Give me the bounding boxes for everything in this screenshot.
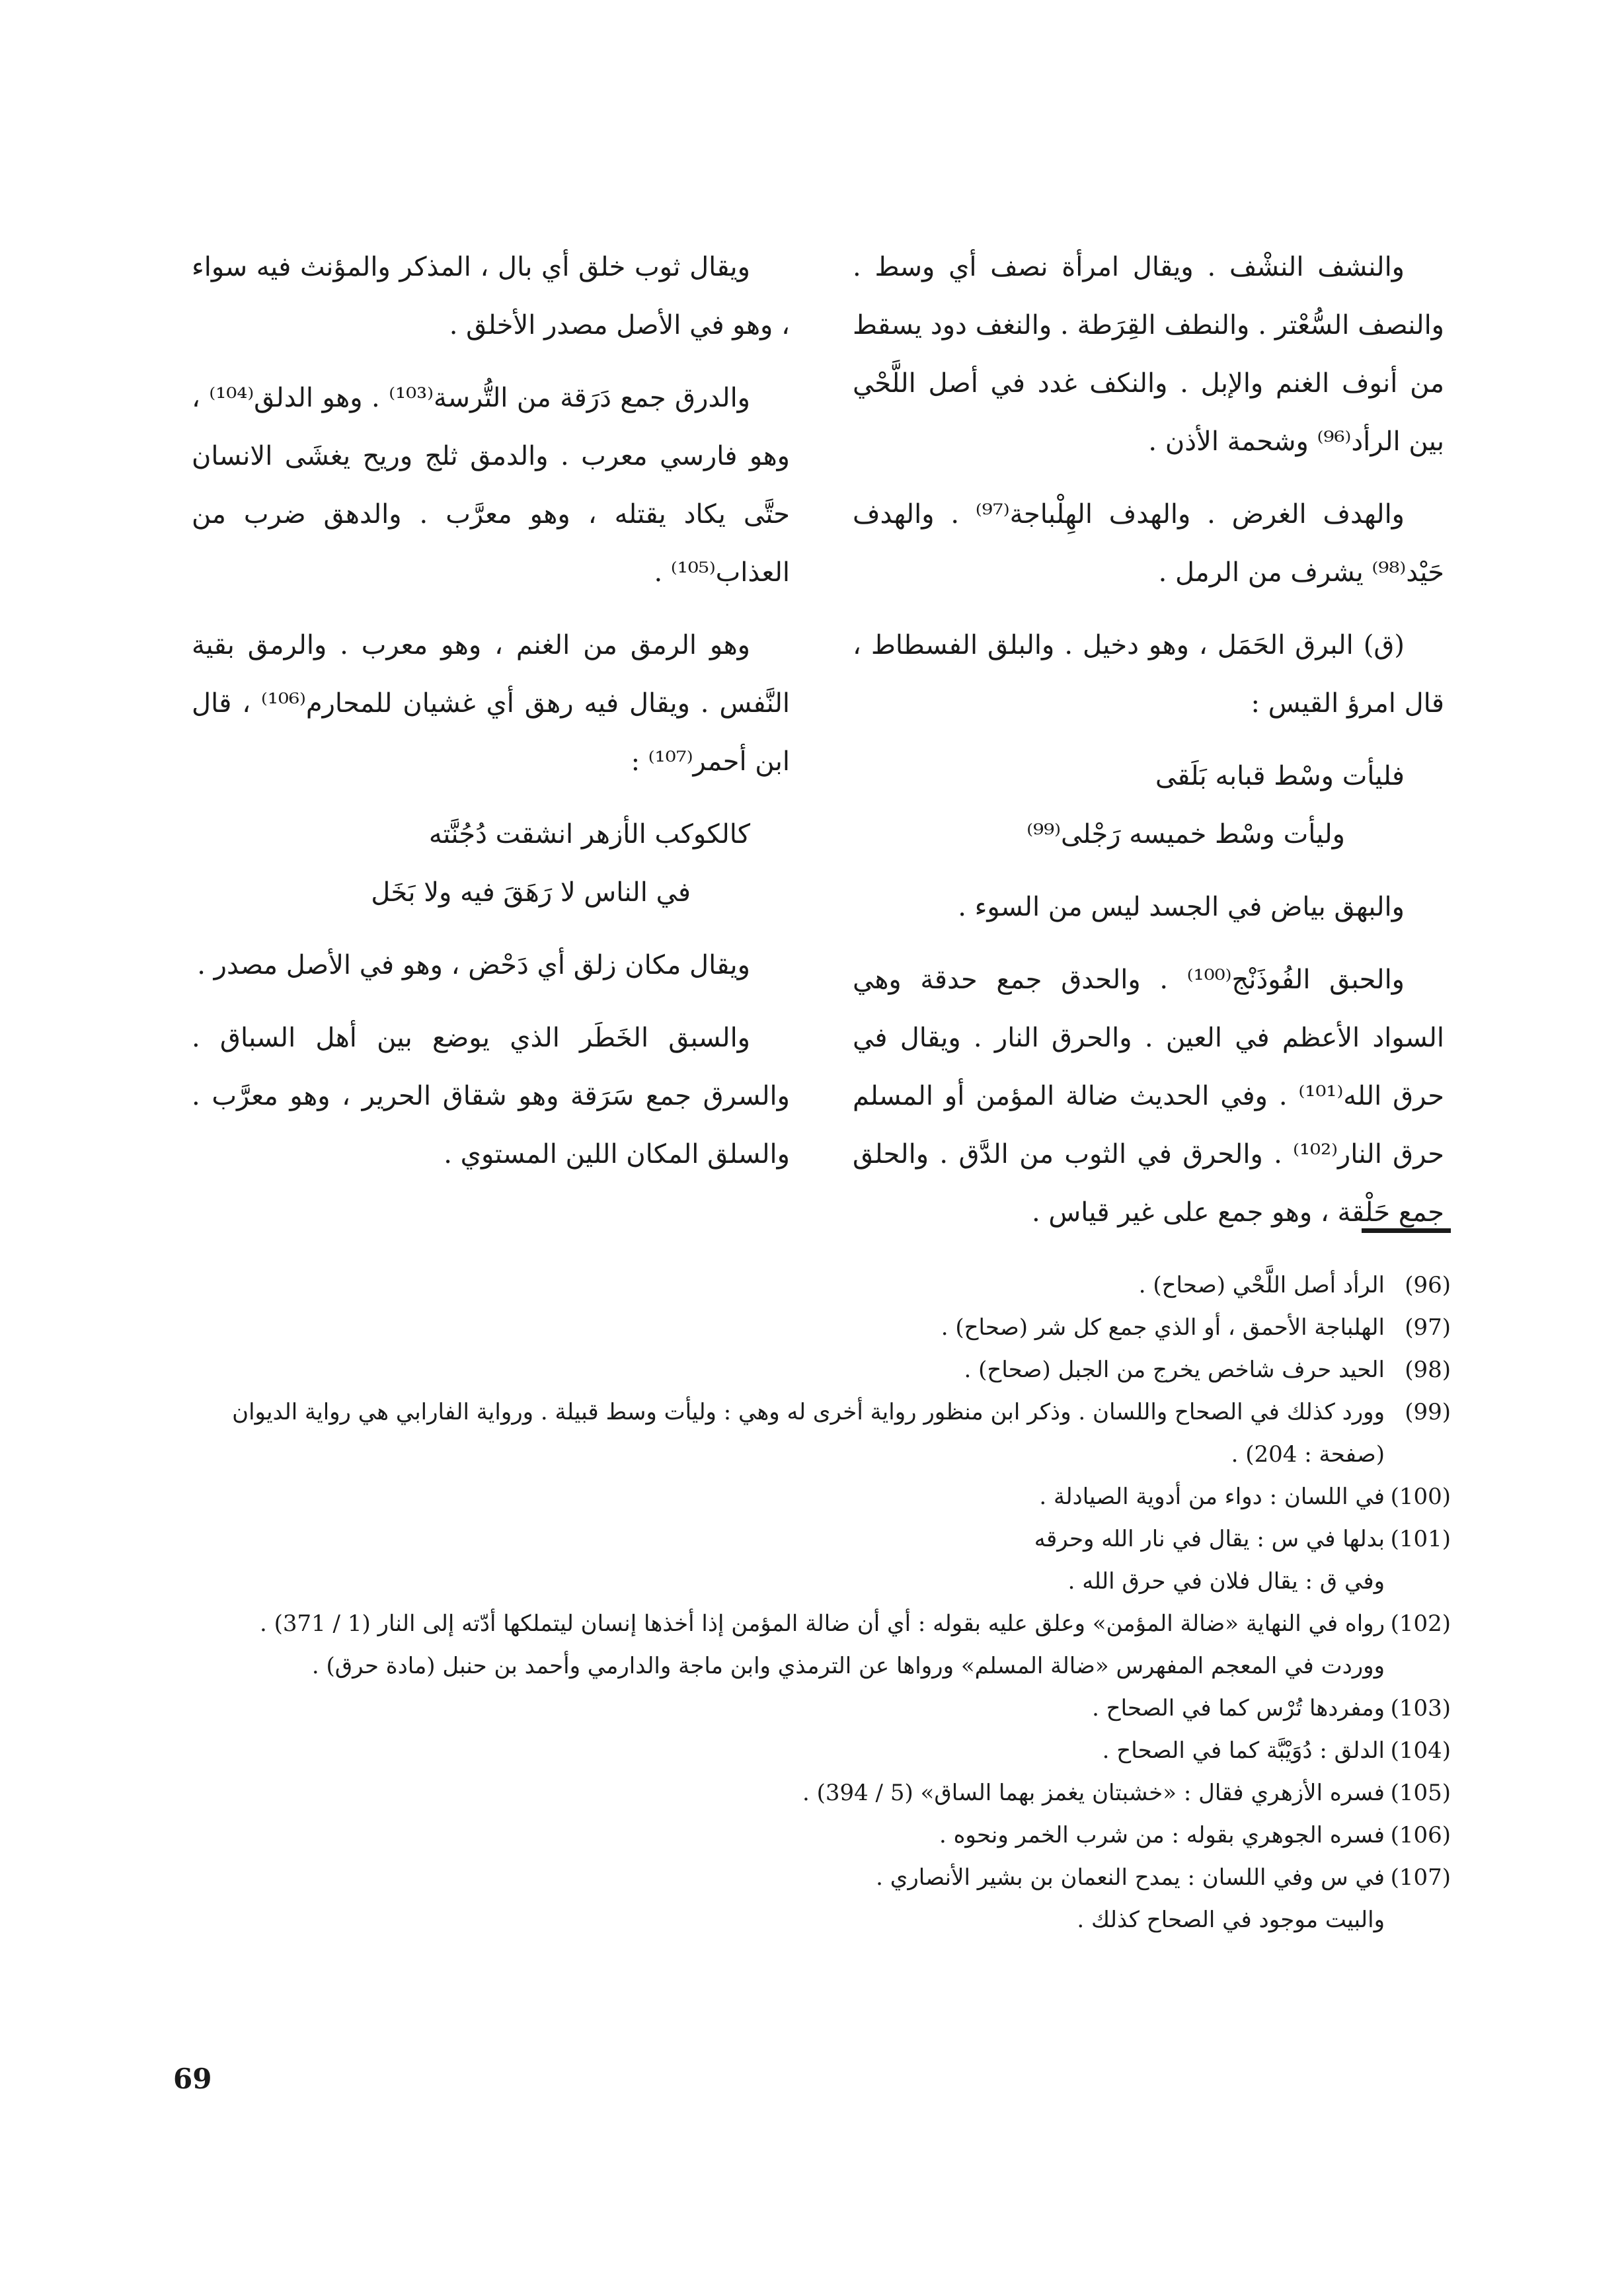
verse-first-hemistich: كالكوكب الأزهر انشقت دُجُنَّته <box>428 819 750 850</box>
verse-second-hemistich: في الناس لا رَهَقَ فيه ولا بَخَل <box>371 877 691 908</box>
verse-first-hemistich: فليأت وسْط قبابه بَلَقى <box>1155 761 1405 791</box>
footnote-continuation: والبيت موجود في الصحاح كذلك . <box>1077 1907 1385 1933</box>
footnote-continuation: ووردت في المعجم المفهرس «ضالة المسلم» ورواها عن الترمذي وابن ماجة والدارمي وأحمد بن حنبل (مادة حرق) . <box>311 1653 1385 1679</box>
footnote <box>192 1264 1451 1306</box>
footnotes <box>192 1264 1451 1941</box>
footnote <box>192 1518 1451 1560</box>
footnote-text: بدلها في س : يقال في نار الله وحرقه <box>1034 1526 1385 1552</box>
page-number: 69 <box>173 2063 212 2095</box>
footnote <box>192 1687 1451 1729</box>
footnote-number: (100) <box>1390 1484 1451 1510</box>
paragraph: ويقال ثوب خلق أي بال ، المذكر والمؤنث فيه سواء ، وهو في الأصل مصدر الأخلق . <box>192 252 790 340</box>
footnote-number: (106) <box>1390 1822 1451 1848</box>
footnote-number: (101) <box>1390 1526 1451 1552</box>
footnote-text: فسره الأزهري فقال : «خشبتان يغمز بهما الساق» (5 / 394) . <box>802 1780 1385 1806</box>
poem-verse <box>853 747 1444 863</box>
footnote-number: (105) <box>1390 1780 1451 1806</box>
left-column <box>192 238 790 1198</box>
paragraph: والهدف الغرض . والهدف الهِلْباجة⁽⁹⁷⁾ . والهدف حَيْد⁽⁹⁸⁾ يشرف من الرمل . <box>853 499 1444 588</box>
footnote-number: (107) <box>1390 1864 1451 1891</box>
paragraph: والحبق الفُوذَنْج⁽¹⁰⁰⁾ . والحدق جمع حدقة وهي السواد الأعظم في العين . والحرق النار . ويقال في حرق الله⁽¹⁰¹⁾ . وفي الحديث ضالة المؤمن أو المسلم حرق النار⁽¹⁰²⁾ . والحرق في الثوب من الدَّق . والحلق جمع حَلْقة ، وهو جمع على غير قياس . <box>853 965 1445 1228</box>
paragraph: ويقال مكان زلق أي دَحْض ، وهو في الأصل مصدر . <box>197 950 750 980</box>
poem-verse <box>192 805 790 922</box>
footnote-number: (98) <box>1405 1357 1451 1383</box>
footnote-text: الرأد أصل اللَّحْي (صحاح) . <box>1138 1272 1385 1298</box>
footnote-text: رواه في النهاية «ضالة المؤمن» وعلق عليه بقوله : أي أن ضالة المؤمن إذا أخذها إنسان ليتملكها أدّته إلى النار (1 / 371) . <box>259 1610 1385 1637</box>
footnote <box>192 1306 1451 1349</box>
footnote <box>192 1814 1451 1856</box>
footnote <box>192 1772 1451 1814</box>
footnote-continuation: وفي ق : يقال فلان في حرق الله . <box>1067 1568 1385 1595</box>
footnote-continuation: (صفحة : 204) . <box>1231 1441 1385 1468</box>
footnote <box>192 1349 1451 1391</box>
paragraph: والدرق جمع دَرَقة من التُّرسة⁽¹⁰³⁾ . وهو الدلق⁽¹⁰⁴⁾ ، وهو فارسي معرب . والدمق ثلج وريح يغشَى الانسان حتَّى يكاد يقتله ، وهو معرَّب . والدهق ضرب من العذاب⁽¹⁰⁵⁾ . <box>192 383 790 588</box>
verse-second-hemistich: وليأت وسْط خميسه رَجْلى⁽⁹⁹⁾ <box>1026 819 1345 850</box>
paragraph: وهو الرمق من الغنم ، وهو معرب . والرمق بقية النَّفس . ويقال فيه رهق أي غشيان للمحارم⁽¹⁰⁶⁾ ، قال ابن أحمر⁽¹⁰⁷⁾ : <box>192 630 790 777</box>
paragraph: (ق) البرق الحَمَل ، وهو دخيل . والبلق الفسطاط ، قال امرؤ القيس : <box>853 630 1444 719</box>
footnote-text: الدلق : دُوَيْبَّة كما في الصحاح . <box>1102 1737 1385 1764</box>
footnote-number: (96) <box>1405 1272 1451 1298</box>
footnote <box>192 1856 1451 1899</box>
paragraph: والنشف النشْف . ويقال امرأة نصف أي وسط . والنصف السُّعْتر . والنطف القِرَطة . والنغف دود يسقط من أنوف الغنم والإبل . والنكف غدد في أصل اللَّحْي بين الرأد⁽⁹⁶⁾ وشحمة الأذن . <box>853 252 1444 457</box>
footnote-text: ومفردها تُرْس كما في الصحاح . <box>1092 1695 1385 1722</box>
footnote-text: وورد كذلك في الصحاح واللسان . وذكر ابن منظور رواية أخرى له وهي : وليأت وسط قبيلة . ورواية الفارابي هي رواية الديوان <box>232 1399 1385 1425</box>
footnote-text: الحيد حرف شاخص يخرج من الجبل (صحاح) . <box>964 1357 1385 1383</box>
footnote-separator <box>1362 1228 1451 1233</box>
footnote-text: في س وفي اللسان : يمدح النعمان بن بشير الأنصاري . <box>876 1864 1385 1891</box>
footnote-text: الهلباجة الأحمق ، أو الذي جمع كل شر (صحاح) . <box>941 1314 1385 1341</box>
paragraph: والسبق الخَطَر الذي يوضع بين أهل السباق . والسرق جمع سَرَقة وهو شقاق الحرير ، وهو معرَّب . والسلق المكان اللين المستوي . <box>192 1023 790 1169</box>
footnote-number: (104) <box>1390 1737 1451 1764</box>
footnote-number: (102) <box>1390 1610 1451 1637</box>
footnote-number: (99) <box>1405 1399 1451 1425</box>
footnote-text: في اللسان : دواء من أدوية الصيادلة . <box>1039 1484 1385 1510</box>
footnote-number: (103) <box>1390 1695 1451 1722</box>
right-column <box>853 238 1444 1256</box>
footnote <box>192 1729 1451 1772</box>
footnote <box>192 1476 1451 1518</box>
footnote <box>192 1391 1451 1433</box>
footnote-text: فسره الجوهري بقوله : من شرب الخمر ونحوه . <box>939 1822 1385 1848</box>
paragraph: والبهق بياض في الجسد ليس من السوء . <box>958 892 1405 922</box>
footnote-number: (97) <box>1405 1314 1451 1341</box>
footnote <box>192 1603 1451 1645</box>
